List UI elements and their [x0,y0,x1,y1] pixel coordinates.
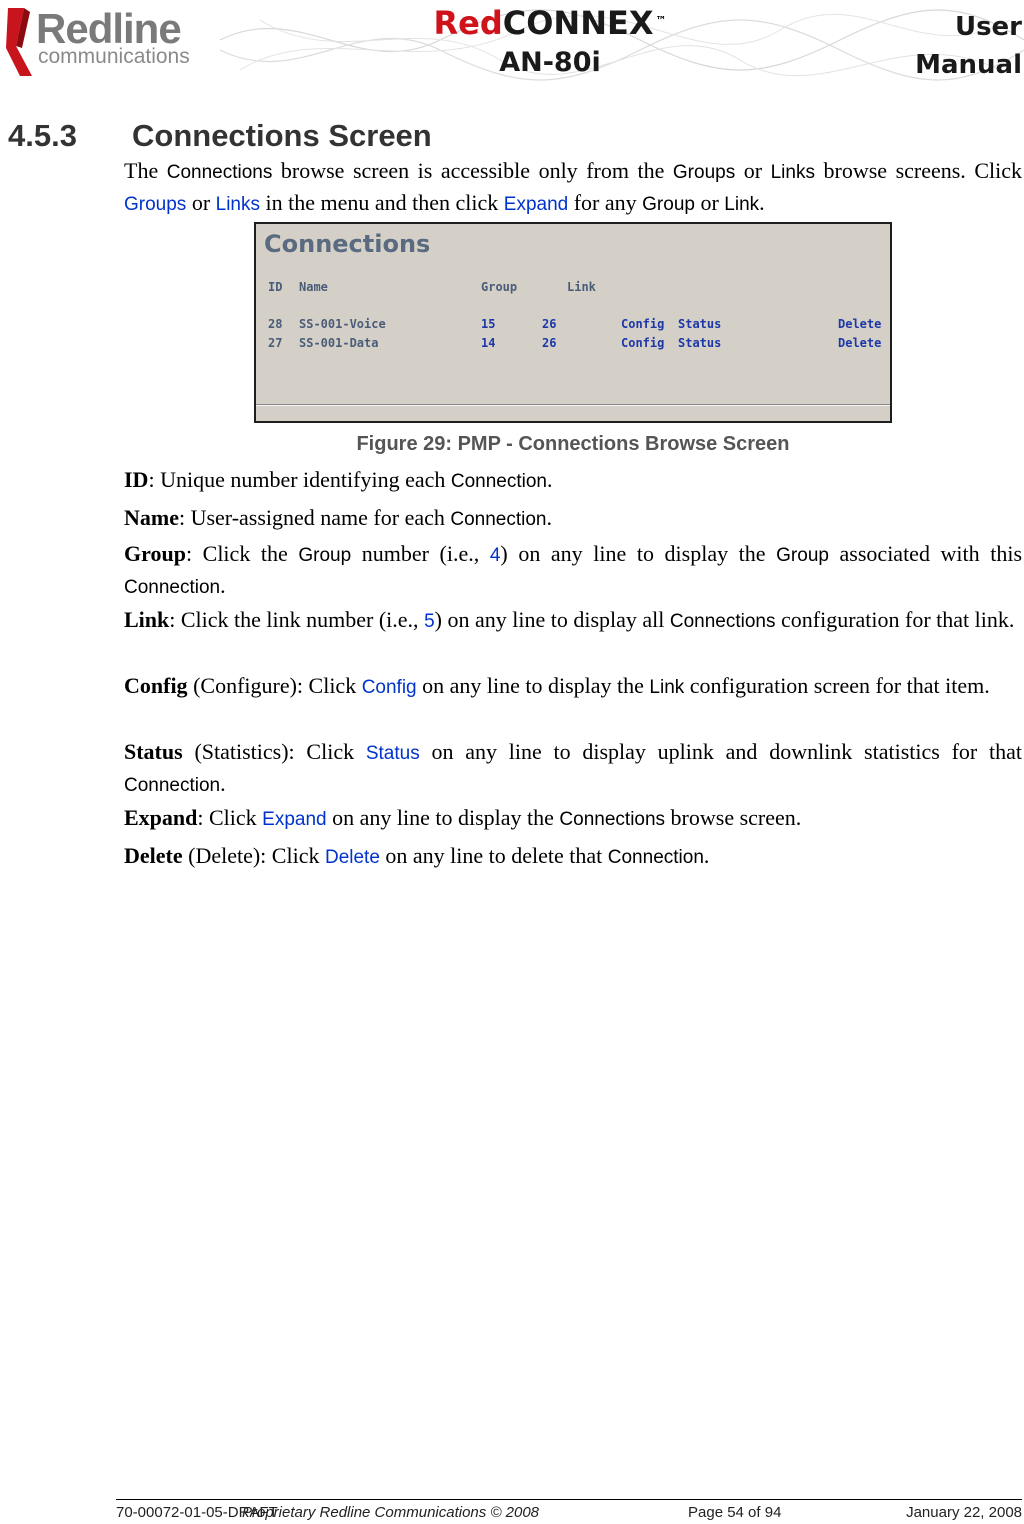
column-header-link: Link [567,280,596,294]
row-status-link[interactable]: Status [678,336,722,350]
delete-link[interactable]: Delete [324,847,380,868]
column-header-id: ID [268,280,283,294]
row-name: SS-001-Data [299,336,379,350]
links-link[interactable]: Links [215,194,260,215]
brand-black-part: CONNEX [502,4,654,42]
section-heading [8,118,432,154]
section-title: Connections Screen [132,118,432,153]
page-footer [116,1504,1022,1522]
term-status: Status [124,739,183,764]
definition-status: Status (Statistics): Click Status on any line to display uplink and downlink statistics for that Connection. [124,739,1022,796]
definition-expand: Expand: Click Expand on any line to display the Connections browse screen. [124,805,802,830]
page-header [0,0,1024,90]
product-brand [400,4,700,42]
logo-name: Redline [36,5,181,52]
row-name: SS-001-Voice [299,317,386,331]
groups-link[interactable]: Groups [124,194,187,215]
status-link[interactable]: Status [365,743,420,764]
term-group: Group [124,541,186,566]
term-name: Name [124,505,179,530]
row-link-link[interactable]: 26 [542,336,557,350]
definition-config: Config (Configure): Click Config on any line to display the Link configuration screen for that item. [124,673,990,698]
row-config-link[interactable]: Config [621,317,665,331]
term-config: Config [124,673,188,698]
definition-link: Link: Click the link number (i.e., 5) on any line to display all Connections configuration for that link. [124,607,1015,632]
row-link-link[interactable]: 26 [542,317,557,331]
section-number: 4.5.3 [8,118,77,153]
connections-screenshot [254,222,892,423]
footer-proprietary: Proprietary Redline Communications © 2008 [242,1504,540,1521]
trademark-symbol: ™ [655,14,667,27]
row-delete-link[interactable]: Delete [838,317,882,331]
ui-term-connections: Connections [166,162,273,183]
row-id: 27 [268,336,283,350]
product-title [400,4,700,80]
logo-subtitle: communications [38,45,190,68]
brand-red-part: Red [433,4,503,42]
footer-divider [116,1499,1022,1500]
definition-name: Name: User-assigned name for each Connection. [124,505,552,530]
redline-logo [2,6,212,76]
manual-title [882,8,1022,84]
link-number-example[interactable]: 5 [424,611,435,632]
product-model: AN-80i [499,47,601,78]
definition-group: Group: Click the Group number (i.e., 4) on any line to display the Group associated with this Connection. [124,541,1023,598]
term-expand: Expand [124,805,198,830]
footer-date: January 22, 2008 [906,1504,1022,1521]
definition-id: ID: Unique number identifying each Connection. [124,467,553,492]
figure-caption: Figure 29: PMP - Connections Browse Screen [356,433,790,455]
figure-screen-title: Connections [264,230,431,258]
ui-term-groups: Groups [672,162,736,183]
footer-doc-number: 70-00072-01-05-DRAFT [116,1504,278,1521]
term-delete: Delete [124,843,183,868]
row-group-link[interactable]: 14 [481,336,496,350]
group-number-example[interactable]: 4 [489,545,501,566]
figure-status-divider [256,404,890,406]
footer-page-number: Page 54 of 94 [688,1504,782,1521]
definition-delete: Delete (Delete): Click Delete on any line to delete that Connection. [124,843,710,868]
column-header-name: Name [299,280,328,294]
expand-link-ref[interactable]: Expand [262,809,327,830]
manual-title-line2: Manual [915,50,1022,80]
column-header-group: Group [481,280,518,294]
redline-logo-mark-icon [2,6,38,78]
row-delete-link[interactable]: Delete [838,336,882,350]
config-link[interactable]: Config [361,677,417,698]
manual-title-line1: User [954,12,1022,42]
ui-term-links: Links [770,162,815,183]
intro-paragraph: The Connections browse screen is accessible only from the Groups or Links browse screens. Click Groups or Links in the menu and then click Expand for any Group or Link. [124,158,1022,215]
term-id: ID [124,467,149,492]
ui-term-group: Group [642,194,695,215]
expand-link[interactable]: Expand [503,194,569,215]
row-id: 28 [268,317,283,331]
row-config-link[interactable]: Config [621,336,665,350]
ui-term-link: Link [724,194,760,215]
term-link: Link [124,607,170,632]
row-group-link[interactable]: 15 [481,317,496,331]
row-status-link[interactable]: Status [678,317,722,331]
